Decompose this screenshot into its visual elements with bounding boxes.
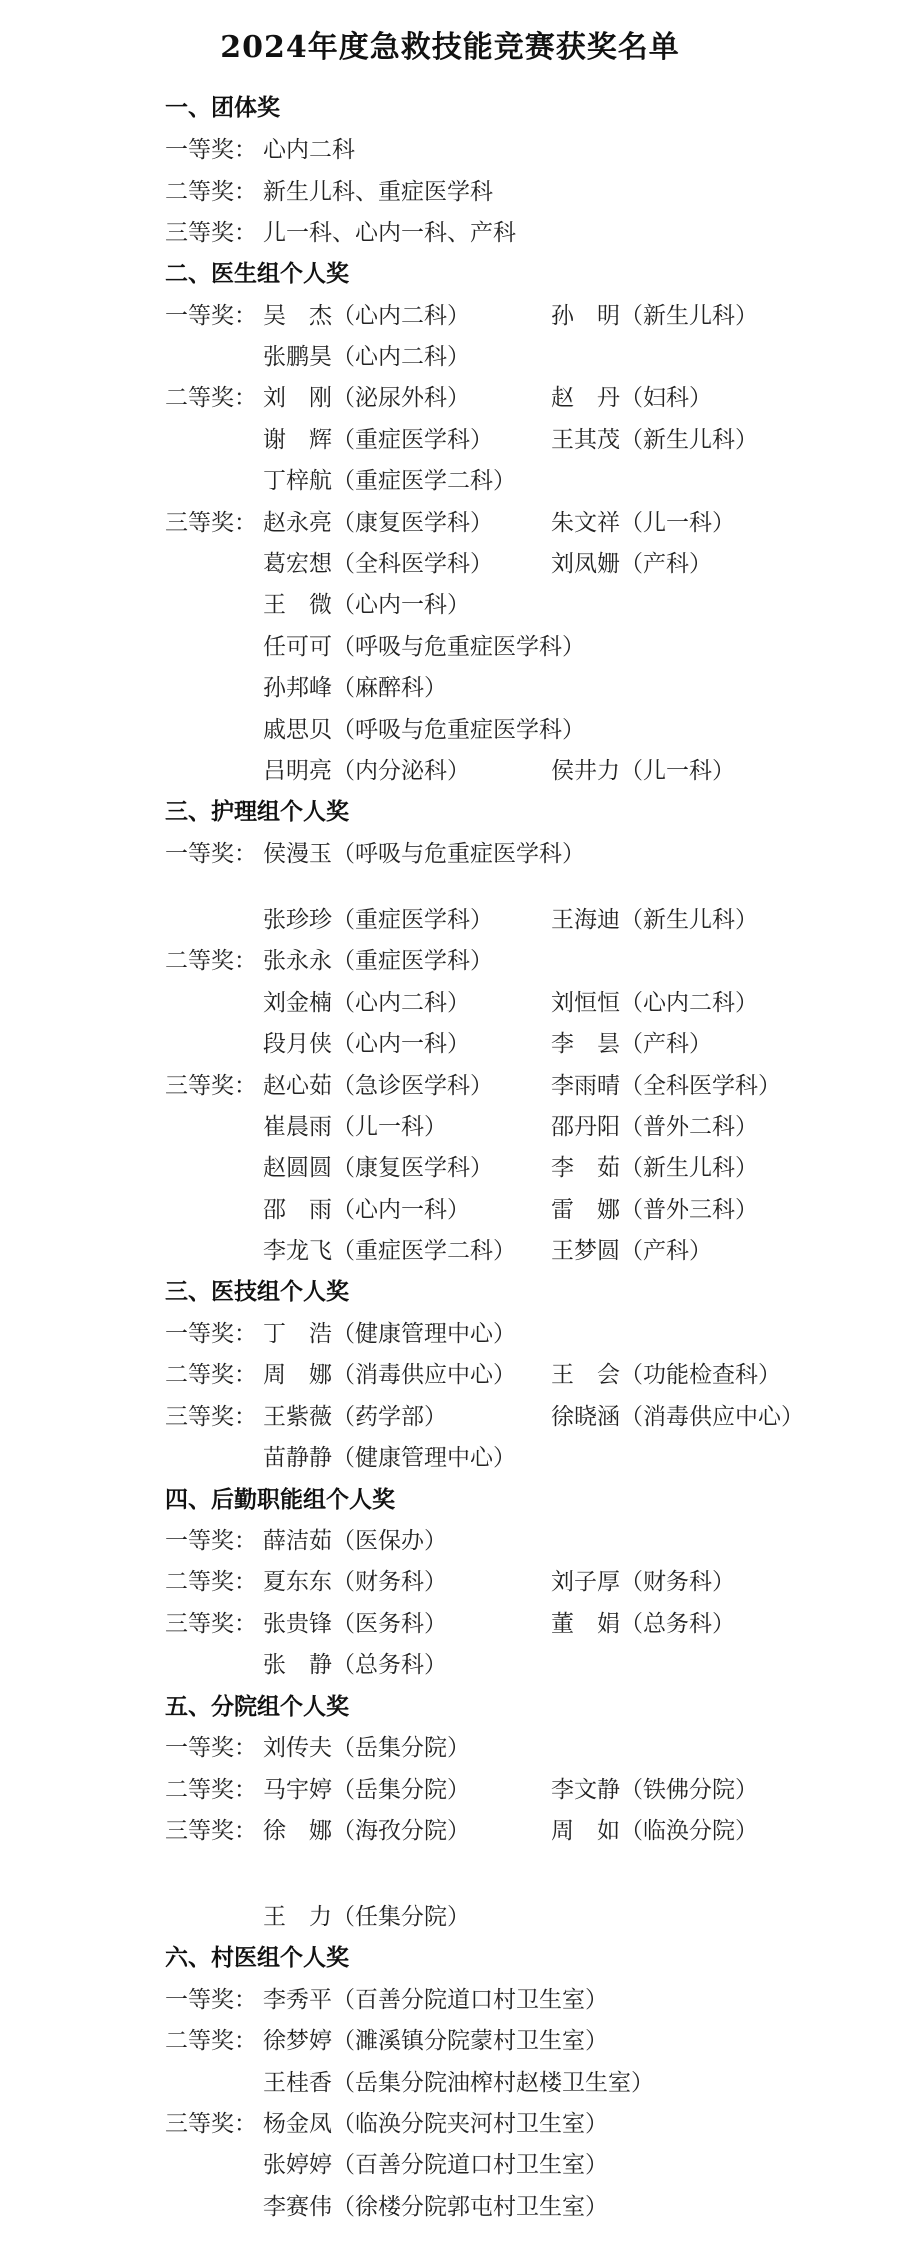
award-row xyxy=(165,2104,865,2144)
award-row xyxy=(165,2063,865,2103)
award-level: 三等奖： xyxy=(165,1818,257,1844)
award-row xyxy=(165,668,865,708)
winner-entry: 吴 杰（心内二科） xyxy=(263,303,470,329)
award-row xyxy=(165,296,865,336)
winner-entry: 李龙飞（重症医学二科） xyxy=(263,1238,516,1264)
award-row xyxy=(165,1562,865,1602)
award-row xyxy=(165,1728,865,1768)
award-row xyxy=(165,337,865,377)
award-row xyxy=(165,627,865,667)
winner-entry: 王海迪（新生儿科） xyxy=(551,907,758,933)
winner-entry: 王 力（任集分院） xyxy=(263,1904,470,1930)
winner-entry: 丁梓航（重症医学二科） xyxy=(263,468,516,494)
winner-entry: 苗静静（健康管理中心） xyxy=(263,1445,516,1471)
award-row xyxy=(165,941,865,981)
winner-entry: 谢 辉（重症医学科） xyxy=(263,427,493,453)
winner-entry: 刘子厚（财务科） xyxy=(551,1569,735,1595)
winner-entry: 刘凤姗（产科） xyxy=(551,551,712,577)
award-level: 三等奖： xyxy=(165,1611,257,1637)
award-row xyxy=(165,378,865,418)
award-row xyxy=(165,1231,865,1271)
award-level: 三等奖： xyxy=(165,220,257,246)
winner-entry: 周 娜（消毒供应中心） xyxy=(263,1362,516,1388)
award-level: 二等奖： xyxy=(165,2028,257,2054)
award-row xyxy=(165,420,865,460)
award-row xyxy=(165,461,865,501)
document-title: 2024年度急救技能竞赛获奖名单 xyxy=(220,30,680,65)
winner-entry: 赵心茹（急诊医学科） xyxy=(263,1073,493,1099)
award-row xyxy=(165,1148,865,1188)
winner-entry: 马宇婷（岳集分院） xyxy=(263,1777,470,1803)
winner-entry: 雷 娜（普外三科） xyxy=(551,1197,758,1223)
award-row xyxy=(165,2187,865,2227)
winner-entry: 任可可（呼吸与危重症医学科） xyxy=(263,634,585,660)
winner-entry: 李赛伟（徐楼分院郭屯村卫生室） xyxy=(263,2194,608,2220)
award-row xyxy=(165,2021,865,2061)
award-row xyxy=(165,213,865,253)
winner-entry: 吕明亮（内分泌科） xyxy=(263,758,470,784)
winner-entry: 徐 娜（海孜分院） xyxy=(263,1818,470,1844)
winner-entry: 邵 雨（心内一科） xyxy=(263,1197,470,1223)
winner-entry: 杨金凤（临涣分院夹河村卫生室） xyxy=(263,2111,608,2137)
winner-entry: 张贵锋（医务科） xyxy=(263,1611,447,1637)
winner-entry: 李秀平（百善分院道口村卫生室） xyxy=(263,1987,608,2013)
award-level: 一等奖： xyxy=(165,1321,257,1347)
winner-entry: 侯井力（儿一科） xyxy=(551,758,735,784)
award-level: 二等奖： xyxy=(165,948,257,974)
winner-entry: 戚思贝（呼吸与危重症医学科） xyxy=(263,717,585,743)
winner-entry: 刘金楠（心内二科） xyxy=(263,990,470,1016)
award-level: 一等奖： xyxy=(165,1987,257,2013)
winner-entry: 葛宏想（全科医学科） xyxy=(263,551,493,577)
winner-entry: 儿一科、心内一科、产科 xyxy=(263,220,516,246)
award-level: 一等奖： xyxy=(165,137,257,163)
winner-entry: 崔晨雨（儿一科） xyxy=(263,1114,447,1140)
winner-entry: 赵圆圆（康复医学科） xyxy=(263,1155,493,1181)
award-row xyxy=(165,585,865,625)
award-row xyxy=(165,1190,865,1230)
award-row xyxy=(165,1355,865,1395)
winner-entry: 张鹏昊（心内二科） xyxy=(263,344,470,370)
section-heading: 五、分院组个人奖 xyxy=(165,1693,349,1720)
section-heading: 三、医技组个人奖 xyxy=(165,1278,349,1305)
winner-entry: 王梦圆（产科） xyxy=(551,1238,712,1264)
winner-entry: 徐梦婷（濉溪镇分院蒙村卫生室） xyxy=(263,2028,608,2054)
winner-entry: 周 如（临涣分院） xyxy=(551,1818,758,1844)
award-level: 三等奖： xyxy=(165,510,257,536)
award-row xyxy=(165,983,865,1023)
award-row xyxy=(165,710,865,750)
award-row xyxy=(165,1980,865,2020)
winner-entry: 薛洁茹（医保办） xyxy=(263,1528,447,1554)
award-row xyxy=(165,1897,865,1937)
winner-entry: 邵丹阳（普外二科） xyxy=(551,1114,758,1140)
award-row xyxy=(165,1770,865,1810)
award-level: 三等奖： xyxy=(165,2111,257,2137)
award-level: 三等奖： xyxy=(165,1404,257,1430)
winner-entry: 李 茹（新生儿科） xyxy=(551,1155,758,1181)
award-row xyxy=(165,1438,865,1478)
winner-entry: 王 微（心内一科） xyxy=(263,592,470,618)
winner-entry: 朱文祥（儿一科） xyxy=(551,510,735,536)
award-row xyxy=(165,1604,865,1644)
award-level: 二等奖： xyxy=(165,1777,257,1803)
winner-entry: 王其茂（新生儿科） xyxy=(551,427,758,453)
winner-entry: 丁 浩（健康管理中心） xyxy=(263,1321,516,1347)
winner-entry: 张永永（重症医学科） xyxy=(263,948,493,974)
winner-entry: 夏东东（财务科） xyxy=(263,1569,447,1595)
winner-entry: 孙 明（新生儿科） xyxy=(551,303,758,329)
winner-entry: 赵永亮（康复医学科） xyxy=(263,510,493,536)
award-level: 一等奖： xyxy=(165,1528,257,1554)
winner-entry: 董 娟（总务科） xyxy=(551,1611,735,1637)
winner-entry: 新生儿科、重症医学科 xyxy=(263,179,493,205)
winner-entry: 刘传夫（岳集分院） xyxy=(263,1735,470,1761)
winner-entry: 孙邦峰（麻醉科） xyxy=(263,675,447,701)
winner-entry: 王 会（功能检查科） xyxy=(551,1362,781,1388)
award-row xyxy=(165,751,865,791)
winner-entry: 刘 刚（泌尿外科） xyxy=(263,385,470,411)
section-heading: 四、后勤职能组个人奖 xyxy=(165,1486,395,1513)
award-level: 一等奖： xyxy=(165,1735,257,1761)
award-row xyxy=(165,1107,865,1147)
award-level: 二等奖： xyxy=(165,179,257,205)
winner-entry: 李 昙（产科） xyxy=(551,1031,712,1057)
section-heading: 二、医生组个人奖 xyxy=(165,260,349,287)
award-level: 一等奖： xyxy=(165,841,257,867)
winner-entry: 心内二科 xyxy=(263,137,355,163)
award-level: 一等奖： xyxy=(165,303,257,329)
winner-entry: 刘恒恒（心内二科） xyxy=(551,990,758,1016)
award-row xyxy=(165,1314,865,1354)
winner-entry: 段月侠（心内一科） xyxy=(263,1031,470,1057)
winner-entry: 侯漫玉（呼吸与危重症医学科） xyxy=(263,841,585,867)
award-row xyxy=(165,1397,865,1437)
award-row xyxy=(165,172,865,212)
section-heading: 一、团体奖 xyxy=(165,94,280,121)
winner-entry: 王紫薇（药学部） xyxy=(263,1404,447,1430)
award-level: 二等奖： xyxy=(165,385,257,411)
winner-entry: 李文静（铁佛分院） xyxy=(551,1777,758,1803)
award-row xyxy=(165,130,865,170)
winner-entry: 李雨晴（全科医学科） xyxy=(551,1073,781,1099)
award-level: 二等奖： xyxy=(165,1569,257,1595)
award-row xyxy=(165,900,865,940)
award-row xyxy=(165,2145,865,2185)
winner-entry: 徐晓涵（消毒供应中心） xyxy=(551,1404,804,1430)
award-row xyxy=(165,544,865,584)
award-row xyxy=(165,834,865,874)
award-row xyxy=(165,1521,865,1561)
award-level: 二等奖： xyxy=(165,1362,257,1388)
section-heading: 三、护理组个人奖 xyxy=(165,798,349,825)
award-row xyxy=(165,1024,865,1064)
winner-entry: 赵 丹（妇科） xyxy=(551,385,712,411)
winner-entry: 王桂香（岳集分院油榨村赵楼卫生室） xyxy=(263,2070,654,2096)
winner-entry: 张婷婷（百善分院道口村卫生室） xyxy=(263,2152,608,2178)
award-row xyxy=(165,503,865,543)
award-row xyxy=(165,1066,865,1106)
award-level: 三等奖： xyxy=(165,1073,257,1099)
award-row xyxy=(165,1645,865,1685)
winner-entry: 张珍珍（重症医学科） xyxy=(263,907,493,933)
winner-entry: 张 静（总务科） xyxy=(263,1652,447,1678)
award-row xyxy=(165,1811,865,1851)
section-heading: 六、村医组个人奖 xyxy=(165,1944,349,1971)
